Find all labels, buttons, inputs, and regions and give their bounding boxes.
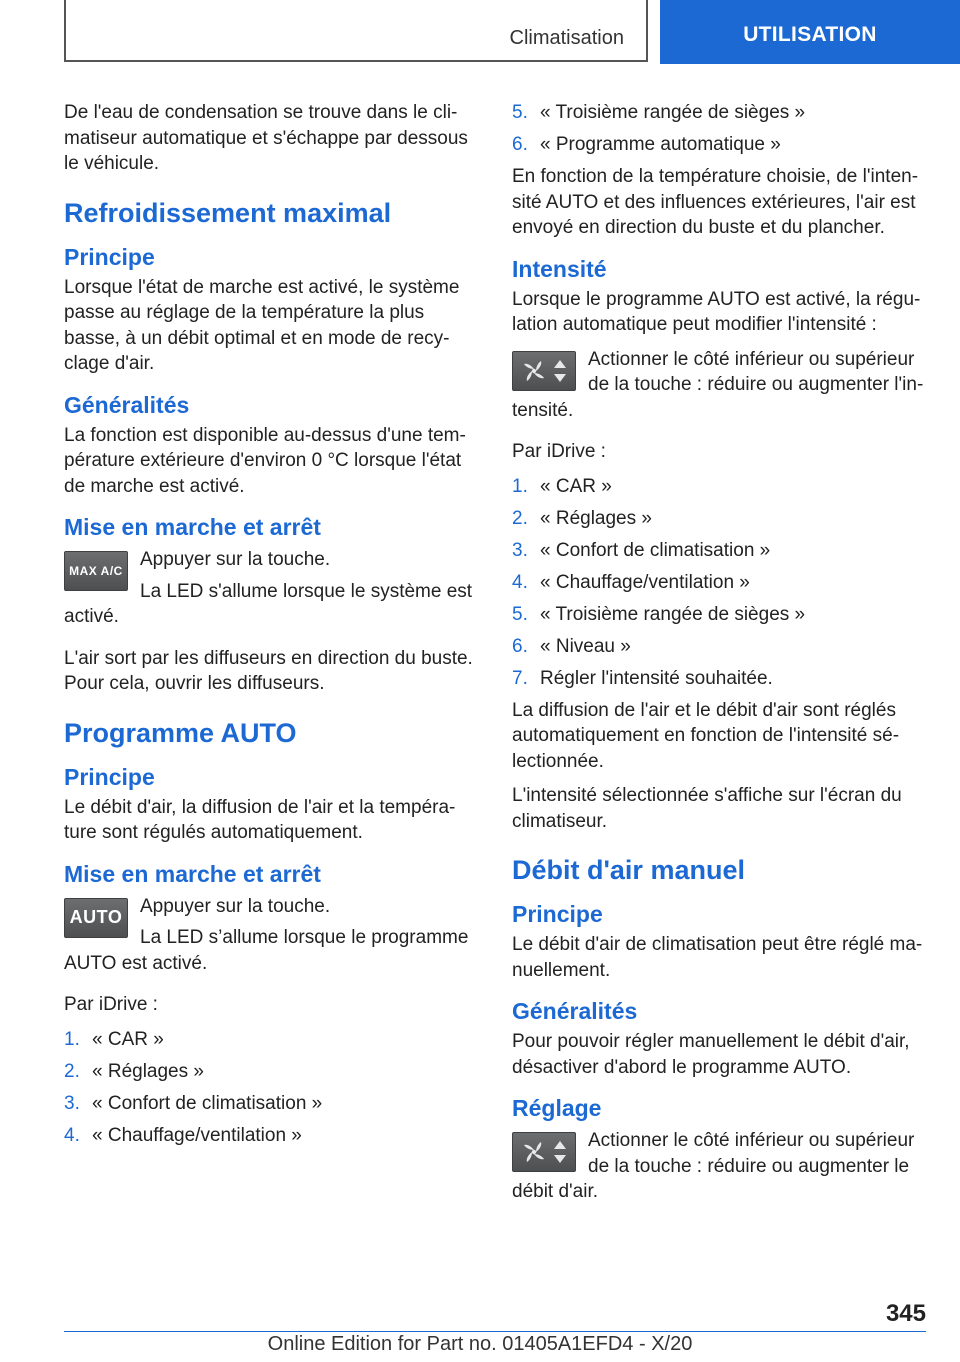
paragraph: La LED s'allume lorsque le système est activé. [64,580,473,627]
idrive-steps-continued [512,100,926,158]
paragraph: Lorsque le programme AUTO est activé, la régu-lation automatique peut modifier l'intensité : [512,288,921,335]
list-item: 2. « Réglages » [512,507,652,529]
heading-principe: Principe [512,901,603,927]
list-item: 6. « Niveau » [512,635,631,657]
heading-reglage: Réglage [512,1095,602,1121]
heading-intensite: Intensité [512,255,607,282]
list-item: 6. « Programme automatique » [512,134,781,155]
list-item: 4. « Chauffage/ventilation » [64,1124,302,1146]
chapter-tab: UTILISATION [660,0,960,64]
paragraph: L'air sort par les diffuseurs en direction du buste. Pour cela, ouvrir les diffuseurs. [64,647,473,694]
paragraph: La LED s’allume lorsque le programme AUTO est activé. [64,927,469,974]
left-column [64,100,474,1155]
list-item: 3. « Confort de climatisation » [512,539,771,561]
paragraph: La fonction est disponible au-dessus d'une tem-pérature extérieure d'environ 0 °C lorsque l'état de marche est activé. [64,424,466,497]
max-ac-button-icon [64,551,128,591]
footer-divider [64,1331,926,1332]
page-number: 345 [885,1300,926,1327]
button-instruction [64,547,474,636]
right-column [512,100,926,1221]
edition-text: Online Edition for Part no. 01405A1EFD4 - X/20 [267,1333,693,1355]
button-instruction [64,894,474,983]
fan-rocker-button-icon [512,1132,576,1172]
paragraph: Actionner le côté inférieur ou supérieur de la touche : réduire ou augmenter l'in-tensité. [512,348,924,421]
auto-label: AUTO [69,907,123,927]
list-item: 1. « CAR » [64,1028,164,1050]
list-item: 7. Régler l'intensité souhaitée. [512,667,773,689]
header-frame [64,0,648,62]
paragraph: Par iDrive : [64,994,158,1015]
heading-refroidissement: Refroidissement maximal [64,197,392,228]
paragraph: La diffusion de l'air et le débit d'air sont réglés automatiquement en fonction de l'intensité sé-lectionnée. [512,699,900,772]
paragraph: Appuyer sur la touche. [140,549,331,570]
heading-generalites: Généralités [64,391,190,418]
page-header [0,0,960,66]
list-item: 5. « Troisième rangée de sièges » [512,102,806,123]
button-instruction [512,1128,926,1211]
list-item: 5. « Troisième rangée de sièges » [512,603,806,625]
list-item: 3. « Confort de climatisation » [64,1092,323,1114]
paragraph: Le débit d'air de climatisation peut être réglé ma-nuellement. [512,934,923,981]
section-title: Climatisation [509,27,624,49]
idrive-steps [512,474,926,692]
heading-principe: Principe [64,763,155,790]
list-item: 1. « CAR » [512,475,612,497]
heading-generalites: Généralités [512,998,638,1024]
list-item: 2. « Réglages » [64,1060,204,1082]
fan-icon [516,354,572,388]
paragraph: Par iDrive : [512,441,606,462]
paragraph: Le débit d'air, la diffusion de l'air et la tempéra-ture sont régulés automatiquement. [64,796,456,843]
max-ac-label: MAX A/C [69,564,123,578]
heading-principe: Principe [64,243,155,270]
paragraph: L'intensité sélectionnée s'affiche sur l'écran du climatiseur. [512,785,902,832]
paragraph: Actionner le côté inférieur ou supérieur de la touche : réduire ou augmenter le débit d'air. [512,1130,915,1202]
idrive-steps [64,1027,474,1149]
paragraph: En fonction de la température choisie, de l'inten-sité AUTO et des influences extérieures, l'air est envoyé en direction du buste et du plancher. [512,166,919,238]
button-instruction [512,347,926,430]
paragraph: Pour pouvoir régler manuellement le débit d'air, désactiver d'abord le programme AUTO. [512,1031,910,1078]
heading-programme-auto: Programme AUTO [64,717,297,748]
fan-rocker-button-icon [512,351,576,391]
intro-paragraph: De l'eau de condensation se trouve dans le cli-matiseur automatique et s'échappe par dessous le véhicule. [64,102,468,174]
heading-mise-en-marche: Mise en marche et arrêt [64,860,321,887]
paragraph: Lorsque l'état de marche est activé, le système passe au réglage de la température la plus basse, à un débit optimal et en mode de recy-clage d'air. [64,276,460,374]
auto-button-icon [64,898,128,938]
paragraph: Appuyer sur la touche. [140,895,331,917]
list-item: 4. « Chauffage/ventilation » [512,571,750,593]
heading-debit-air-manuel: Débit d'air manuel [512,855,745,885]
heading-mise-en-marche: Mise en marche et arrêt [64,514,321,540]
fan-icon [516,1135,572,1169]
